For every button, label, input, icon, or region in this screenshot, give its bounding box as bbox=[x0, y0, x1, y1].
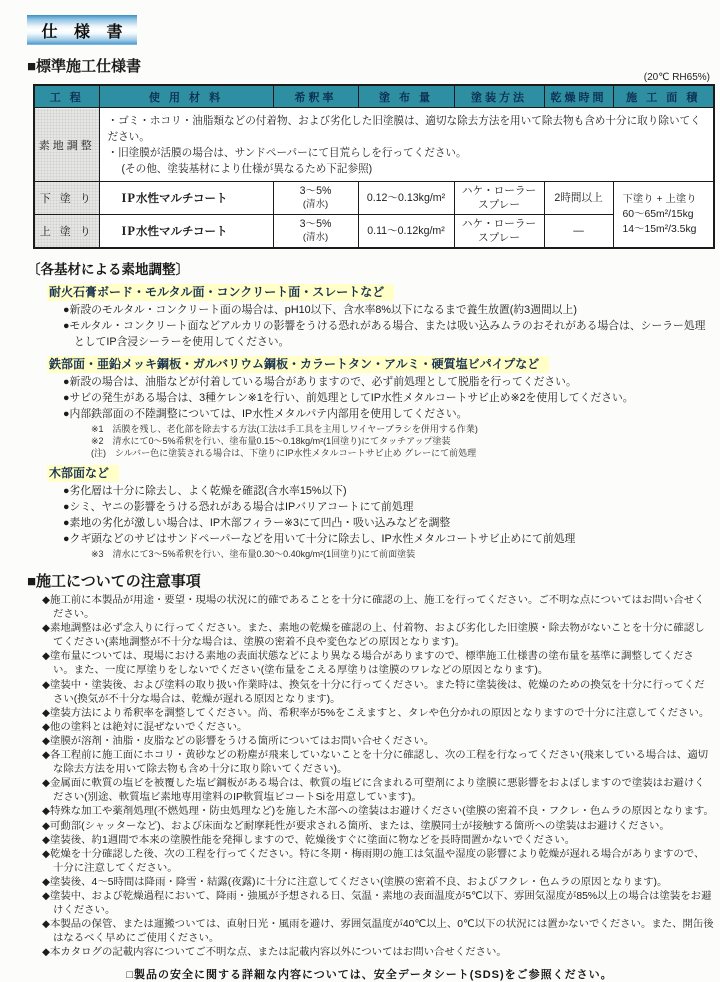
dilution-value: 3〜5% bbox=[299, 218, 332, 230]
bullet-list bbox=[63, 302, 712, 350]
bullet-item: ●劣化層は十分に除去し、よく乾燥を確認(含水率15%以下) bbox=[63, 485, 347, 497]
caution-item: ◆他の塗料とは絶対に混ぜないでください。 bbox=[42, 721, 248, 733]
topcoat-coverage: 0.11〜0.12kg/m² bbox=[358, 215, 454, 249]
caution-item: ◆塗装方法により希釈率を調整してください。尚、希釈率が5%をこえますと、タレや色分かれの原因となりますので十分に注意してください。 bbox=[42, 707, 710, 719]
title-banner bbox=[27, 15, 137, 45]
subsection-title: 鉄部面・亜鉛メッキ鋼板・ガルバリウム鋼板・カラートタン・アルミ・硬質塩ビパイプなど bbox=[47, 356, 549, 373]
caution-item: ◆素地調整は必ず念入りに行ってください。また、素地の乾燥を確認の上、付着物、および劣化した旧塗膜・除去物がないことを十分に確認してください(素地調整が不十分な場合は、塗膜の密着不良や変色などの原因となります)。 bbox=[42, 623, 705, 649]
col-header-coverage: 塗 布 量 bbox=[358, 85, 454, 108]
topcoat-method bbox=[454, 215, 544, 249]
method-line: スプレー bbox=[478, 232, 520, 244]
topcoat-label: 上 塗 り bbox=[34, 215, 99, 249]
undercoat-row bbox=[34, 182, 714, 215]
caution-item: ◆本製品の保管、または運搬ついては、直射日光・風雨を避け、雰囲気温度が40℃以上、0℃以下の状況には置かないでください。また、開缶後はなるべく早めにご使用ください。 bbox=[42, 919, 714, 945]
surface-prep-line: ・旧塗膜が活膜の場合は、サンドペーパーにて目荒らしを行ってください。 bbox=[107, 147, 467, 159]
dilution-thinner: (清水) bbox=[302, 232, 329, 243]
subsection-title: 耐火石膏ボード・モルタル面・コンクリート面・スレートなど bbox=[47, 284, 394, 301]
area-line: 14〜15m²/3.5kg bbox=[622, 224, 697, 235]
table-header-row bbox=[34, 85, 714, 108]
caution-item: ◆塗膜が溶剤・油脂・皮脂などの影響をうける箇所についてはお問い合せください。 bbox=[42, 735, 435, 747]
caution-item: ◆塗装後、約1週間で本来の塗膜性能を発揮しますので、乾燥後すぐに塗面に物などを長時間置かないでください。 bbox=[42, 834, 576, 846]
footnote-item: ※1 活膜を残し、老化部を除去する方法(工法は手工具を主用しワイヤーブラシを併用する作業) bbox=[91, 424, 478, 434]
surface-prep-line: (その他、塗装基材により仕様が異なるため下記参照) bbox=[121, 163, 373, 175]
bullet-list bbox=[63, 374, 712, 422]
subsection-wood bbox=[47, 464, 712, 560]
page-title: 仕 様 書 bbox=[41, 23, 129, 41]
undercoat-drying: 2時間以上 bbox=[544, 182, 613, 215]
bullet-item: ●新設のモルタル・コンクリート面の場合は、pH10以下、含水率8%以下になるまで養生放置(約3週間以上) bbox=[63, 304, 577, 316]
bullet-item: ●新設の場合は、油脂などが付着している場合がありますので、必ず前処理として脱脂を行ってください。 bbox=[63, 376, 577, 388]
area-line: 下塗り + 上塗り bbox=[622, 194, 697, 205]
footnote-item: ※2 清水にて0〜5%希釈を行い、塗布量0.15〜0.18kg/m²(1回塗り)にてタッチアップ塗装 bbox=[91, 436, 451, 446]
dilution-thinner: (清水) bbox=[302, 199, 329, 210]
subsection-metal bbox=[47, 355, 712, 459]
cautions-heading: ■施工についての注意事項 bbox=[27, 573, 201, 590]
method-line: スプレー bbox=[478, 199, 520, 211]
material-name: 水性マルチコート bbox=[136, 193, 228, 205]
spec-table bbox=[33, 84, 715, 249]
bullet-list bbox=[63, 483, 712, 547]
footnote-item: ※3 清水にて3〜5%希釈を行い、塗布量0.30〜0.40kg/m²(1回塗り)にて前面塗装 bbox=[91, 549, 416, 559]
caution-item: ◆塗装中、および乾燥過程において、降雨・強風が予想される日、気温・素地の表面温度が5℃以下、雰囲気湿度が85%以上の場合は塗装をお避けください。 bbox=[42, 890, 712, 917]
coverage-area-cell bbox=[613, 182, 714, 249]
topcoat-drying: ― bbox=[544, 215, 613, 249]
bullet-item: ●内部鉄部面の不陸調整については、IP水性メタルパテ内部用を使用してください。 bbox=[63, 408, 468, 420]
material-name: 水性マルチコート bbox=[136, 226, 228, 238]
area-line: 60〜65m²/15kg bbox=[622, 209, 694, 220]
surface-prep-instructions bbox=[99, 108, 714, 182]
caution-item: ◆特殊な加工や薬剤処理(不燃処理・防虫処理など)を施した木部への塗装はお避けください(塗膜の密着不良・フクレ・色ムラの原因となります。 bbox=[42, 806, 714, 818]
footnote-list bbox=[91, 548, 712, 560]
surface-prep-line: ・ゴミ・ホコリ・油脂類などの付着物、および劣化した旧塗膜は、適切な除去方法を用いて除去物も含め十分に取り除いてください。 bbox=[107, 115, 701, 143]
caution-item: ◆塗布量については、現場における素地の表面状態などにより異なる場合がありますので、標準施工仕様書の塗布量を基準に調整してください。また、一度に厚塗りをしないでください(塗布量をこえる厚塗りは塗膜のワレなどの原因となります)。 bbox=[42, 651, 694, 677]
undercoat-method bbox=[454, 182, 544, 215]
bullet-item: ●素地の劣化が激しい場合は、IP木部フィラー※3にて凹凸・吸い込みなどを調整 bbox=[63, 517, 451, 529]
caution-item: ◆塗装中・塗装後、および塗料の取り扱い作業時は、換気を十分に行ってください。また特に塗装後は、乾燥のための換気を十分に行ってください(換気が不十分な場合は、乾燥が遅れる原因となります)。 bbox=[42, 679, 705, 705]
environment-note: (20℃ RH65%) bbox=[643, 72, 710, 83]
topcoat-row bbox=[34, 215, 714, 249]
bullet-item: ●サビの発生がある場合は、3種ケレン※1を行い、前処理としてIP水性メタルコートサビ止め※2を使用してください。 bbox=[63, 392, 634, 404]
bullet-item: ●クギ頭などのサビはサンドペーパーなどを用いて十分に除去し、IP水性メタルコートサビ止めにて前処理 bbox=[63, 533, 576, 545]
undercoat-label: 下 塗 り bbox=[34, 182, 99, 215]
col-header-drying: 乾燥時間 bbox=[544, 85, 613, 108]
subsection-title: 木部面など bbox=[47, 465, 119, 482]
method-line: ハケ・ローラー bbox=[461, 185, 537, 197]
bullet-item: ●シミ、ヤニの影響をうける恐れがある場合はIPバリアコートにて前処理 bbox=[63, 501, 414, 513]
topcoat-material bbox=[99, 215, 273, 249]
col-header-dilution: 希釈率 bbox=[273, 85, 358, 108]
ip-logo: IP bbox=[121, 191, 136, 205]
col-header-area: 施 工 面 積 bbox=[613, 85, 714, 108]
col-header-method: 塗装方法 bbox=[454, 85, 544, 108]
dilution-value: 3〜5% bbox=[299, 185, 332, 197]
surface-prep-row bbox=[34, 108, 714, 182]
topcoat-dilution bbox=[273, 215, 358, 249]
caution-item: ◆施工前に本製品が用途・要望・現場の状況に的確であることを十分に確認の上、施工を行ってください。ご不明な点についてはお問い合せください。 bbox=[42, 595, 705, 621]
col-header-process: 工 程 bbox=[34, 85, 99, 108]
standard-spec-heading: ■標準施工仕様書 bbox=[27, 58, 142, 75]
undercoat-dilution bbox=[273, 182, 358, 215]
base-material-heading: 〔各基材による素地調整〕 bbox=[27, 262, 189, 277]
caution-item: ◆塗装後、4〜5時間は降雨・降雪・結露(夜露)に十分に注意してください(塗膜の密着不良、およびフクレ・色ムラの原因となります)。 bbox=[42, 876, 668, 888]
subsection-board-mortar bbox=[47, 283, 712, 350]
method-line: ハケ・ローラー bbox=[461, 218, 537, 230]
sds-reference-note: □製品の安全に関する詳細な内容については、安全データシート(SDS)をご参照ください。 bbox=[126, 969, 613, 982]
caution-item: ◆可動部(シャッターなど)、および床面など耐摩耗性が要求される箇所、または、塗膜同士が接触する箇所への塗装はお避けください。 bbox=[42, 820, 670, 832]
caution-item: ◆金属面に軟質の塩ビを被覆した塩ビ鋼板がある場合は、軟質の塩ビに含まれる可塑剤により塗膜に悪影響をおよぼしますので塗装はお避けください(別途、軟質塩ビ素地専用塗料のIP軟質塩ビコートSiを用意しています)。 bbox=[42, 778, 705, 804]
cautions-list bbox=[42, 594, 714, 960]
caution-item: ◆各工程前に施工面にホコリ・黄砂などの粉塵が飛来していないことを十分に確認し、次の工程を行なってください(飛来している場合は、適切な除去方法を用いて除去物も含め十分に取り除いてください)。 bbox=[42, 750, 709, 776]
undercoat-coverage: 0.12〜0.13kg/m² bbox=[358, 182, 454, 215]
bullet-item: ●モルタル・コンクリート面などアルカリの影響をうける恐れがある場合、または吸い込みムラのおそれがある場合は、シーラー処理としてIP含浸シーラーを使用してください。 bbox=[63, 320, 706, 348]
footnote-item: (注) シルバー色に塗装される場合は、下塗りにIP水性メタルコートサビ止め グレーにて前処理 bbox=[91, 448, 477, 458]
caution-item: ◆本カタログの記載内容についてご不明な点、または記載内容以外についてはお問い合せください。 bbox=[42, 947, 507, 959]
col-header-material: 使 用 材 料 bbox=[99, 85, 273, 108]
undercoat-material bbox=[99, 182, 273, 215]
surface-prep-label: 素地調整 bbox=[34, 108, 99, 182]
ip-logo: IP bbox=[121, 224, 136, 238]
footnote-list bbox=[91, 423, 712, 459]
caution-item: ◆乾燥を十分確認した後、次の工程を行ってください。特に冬期・梅雨期の施工は気温や湿度の影響により乾燥が遅れる場合がありますので、十分に注意してください。 bbox=[42, 848, 705, 874]
